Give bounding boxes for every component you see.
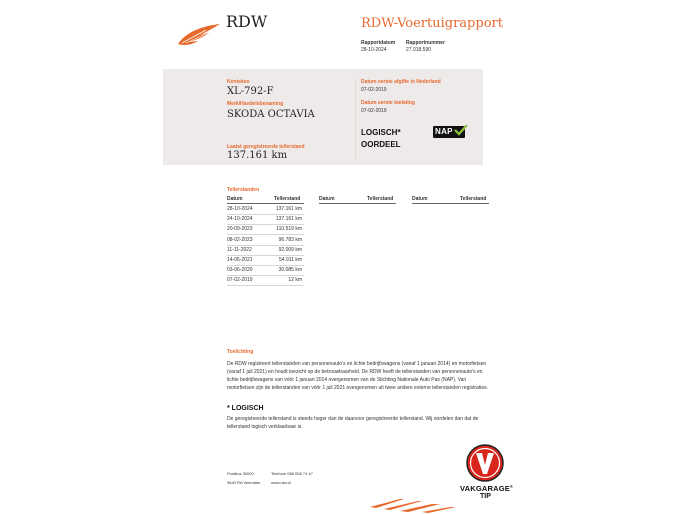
footer-stripes-decoration — [370, 497, 456, 513]
col-header-datum-3: Datum — [412, 196, 428, 202]
row-tellerstand: 92.009 km — [278, 246, 302, 253]
row-tellerstand: 54.911 km — [279, 257, 302, 263]
vakgarage-v-icon — [465, 443, 505, 483]
row-datum: 08-02-2023 — [227, 236, 253, 243]
row-tellerstand: 12 km — [288, 277, 302, 284]
merk-value: SKODA OCTAVIA — [227, 109, 315, 120]
rdw-logo-icon — [176, 22, 222, 48]
checkmark-icon — [454, 124, 468, 136]
rapportnummer-label: Rapportnummer — [406, 40, 445, 46]
row-divider — [227, 255, 304, 256]
vakgarage-badge — [460, 443, 520, 503]
row-datum: 28-10-2024 — [227, 206, 253, 212]
row-divider — [227, 265, 304, 266]
rapportnummer-value: 27.018.590 — [406, 47, 432, 53]
row-divider — [227, 224, 304, 225]
col-header-datum-2: Datum — [319, 196, 335, 202]
row-tellerstand: 137.161 km — [275, 206, 302, 212]
afgifte-value: 07-02-2019 — [361, 87, 387, 93]
kenteken-value: XL-792-F — [227, 86, 274, 97]
vakgarage-registered: ® — [510, 484, 514, 489]
header-divider-3 — [412, 203, 489, 204]
col-header-tellerstand-1: Tellerstand — [274, 196, 301, 202]
row-datum: 11-11-2022 — [227, 246, 252, 253]
row-divider — [227, 285, 304, 286]
row-tellerstand: 96.783 km — [278, 236, 302, 243]
row-tellerstand: 137.161 km — [275, 216, 302, 223]
row-divider — [227, 214, 304, 215]
row-datum: 24-10-2024 — [227, 216, 253, 223]
vakgarage-tip: TIP — [480, 493, 491, 500]
kenteken-label: Kenteken — [227, 79, 250, 85]
oordeel-line2: OORDEEL — [361, 140, 401, 149]
row-tellerstand: 30.085 km — [278, 267, 302, 274]
logisch-title: * LOGISCH — [227, 405, 264, 412]
row-datum: 20-09-2023 — [227, 226, 253, 233]
footer-website[interactable]: www.rdw.nl — [271, 480, 292, 485]
row-tellerstand: 110.519 km — [276, 226, 302, 233]
merk-label: Merk/Handelsbenaming — [227, 101, 284, 107]
toelating-value: 07-02-2019 — [361, 108, 387, 114]
row-divider — [227, 275, 304, 276]
laatst-tellerstand-label: Laatst geregistreerde tellerstand — [227, 144, 305, 150]
brand-name: RDW — [226, 12, 268, 31]
row-datum: 03-06-2020 — [227, 267, 253, 274]
rapportdatum-label: Rapportdatum — [361, 40, 396, 46]
row-divider — [227, 234, 304, 235]
col-header-tellerstand-2: Tellerstand — [367, 196, 394, 202]
laatst-tellerstand-value: 137.161 km — [227, 150, 288, 161]
report-title: RDW-Voertuigrapport — [361, 16, 503, 31]
row-datum: 14-06-2021 — [227, 257, 253, 263]
afgifte-label: Datum eerste afgifte in Nederland — [361, 79, 441, 85]
vakgarage-name: VAKGARAGE — [460, 484, 510, 493]
toelichting-title: Toelichting — [227, 349, 254, 355]
col-header-tellerstand-3: Tellerstand — [460, 196, 487, 202]
tellerstanden-title: Tellerstanden — [227, 187, 260, 193]
logisch-text: De geregistreerde tellerstand is steeds hoger dan de daarvoor geregistreerde tellerstand. Wij oordelen dan dat de tellerstand logisch verklaarbaar is. — [227, 416, 479, 430]
toelichting-paragraph: De RDW registreert tellerstanden van personenauto's en lichte bedrijfswagens (vanaf 1 januari 2014) en motorfietsen (vanaf 1 juli 2021) en houdt toezicht op de betrouwbaarheid. De RDW heeft de tellerstanden van personenauto's en lichte bedrijfswagens van vóór 1 januari 2014 overgenomen van de Stichting Nationale Auto Pas (NAP). Van motorfietsen zijn de tellerstanden van vóór 1 juli 2021 overgenomen uit twee andere externe tellerstanden registraties. — [227, 361, 488, 391]
oordeel-line1: LOGISCH* — [361, 128, 401, 137]
row-divider — [227, 245, 304, 246]
rapportdatum-value: 28-10-2024 — [361, 47, 387, 53]
row-datum: 07-02-2019 — [227, 277, 253, 284]
nap-badge-text: NAP — [435, 127, 453, 136]
header-divider-2 — [319, 203, 396, 204]
header-divider-1 — [227, 203, 304, 204]
footer-telefoon: Telefoon 088 008 74 47 — [271, 471, 313, 476]
toelating-label: Datum eerste toelating — [361, 100, 415, 106]
footer-postcode: 9640 RA Veendam — [227, 480, 261, 485]
panel-divider — [355, 78, 356, 160]
footer-postbus: Postbus 30000 — [227, 471, 254, 476]
col-header-datum-1: Datum — [227, 196, 243, 202]
